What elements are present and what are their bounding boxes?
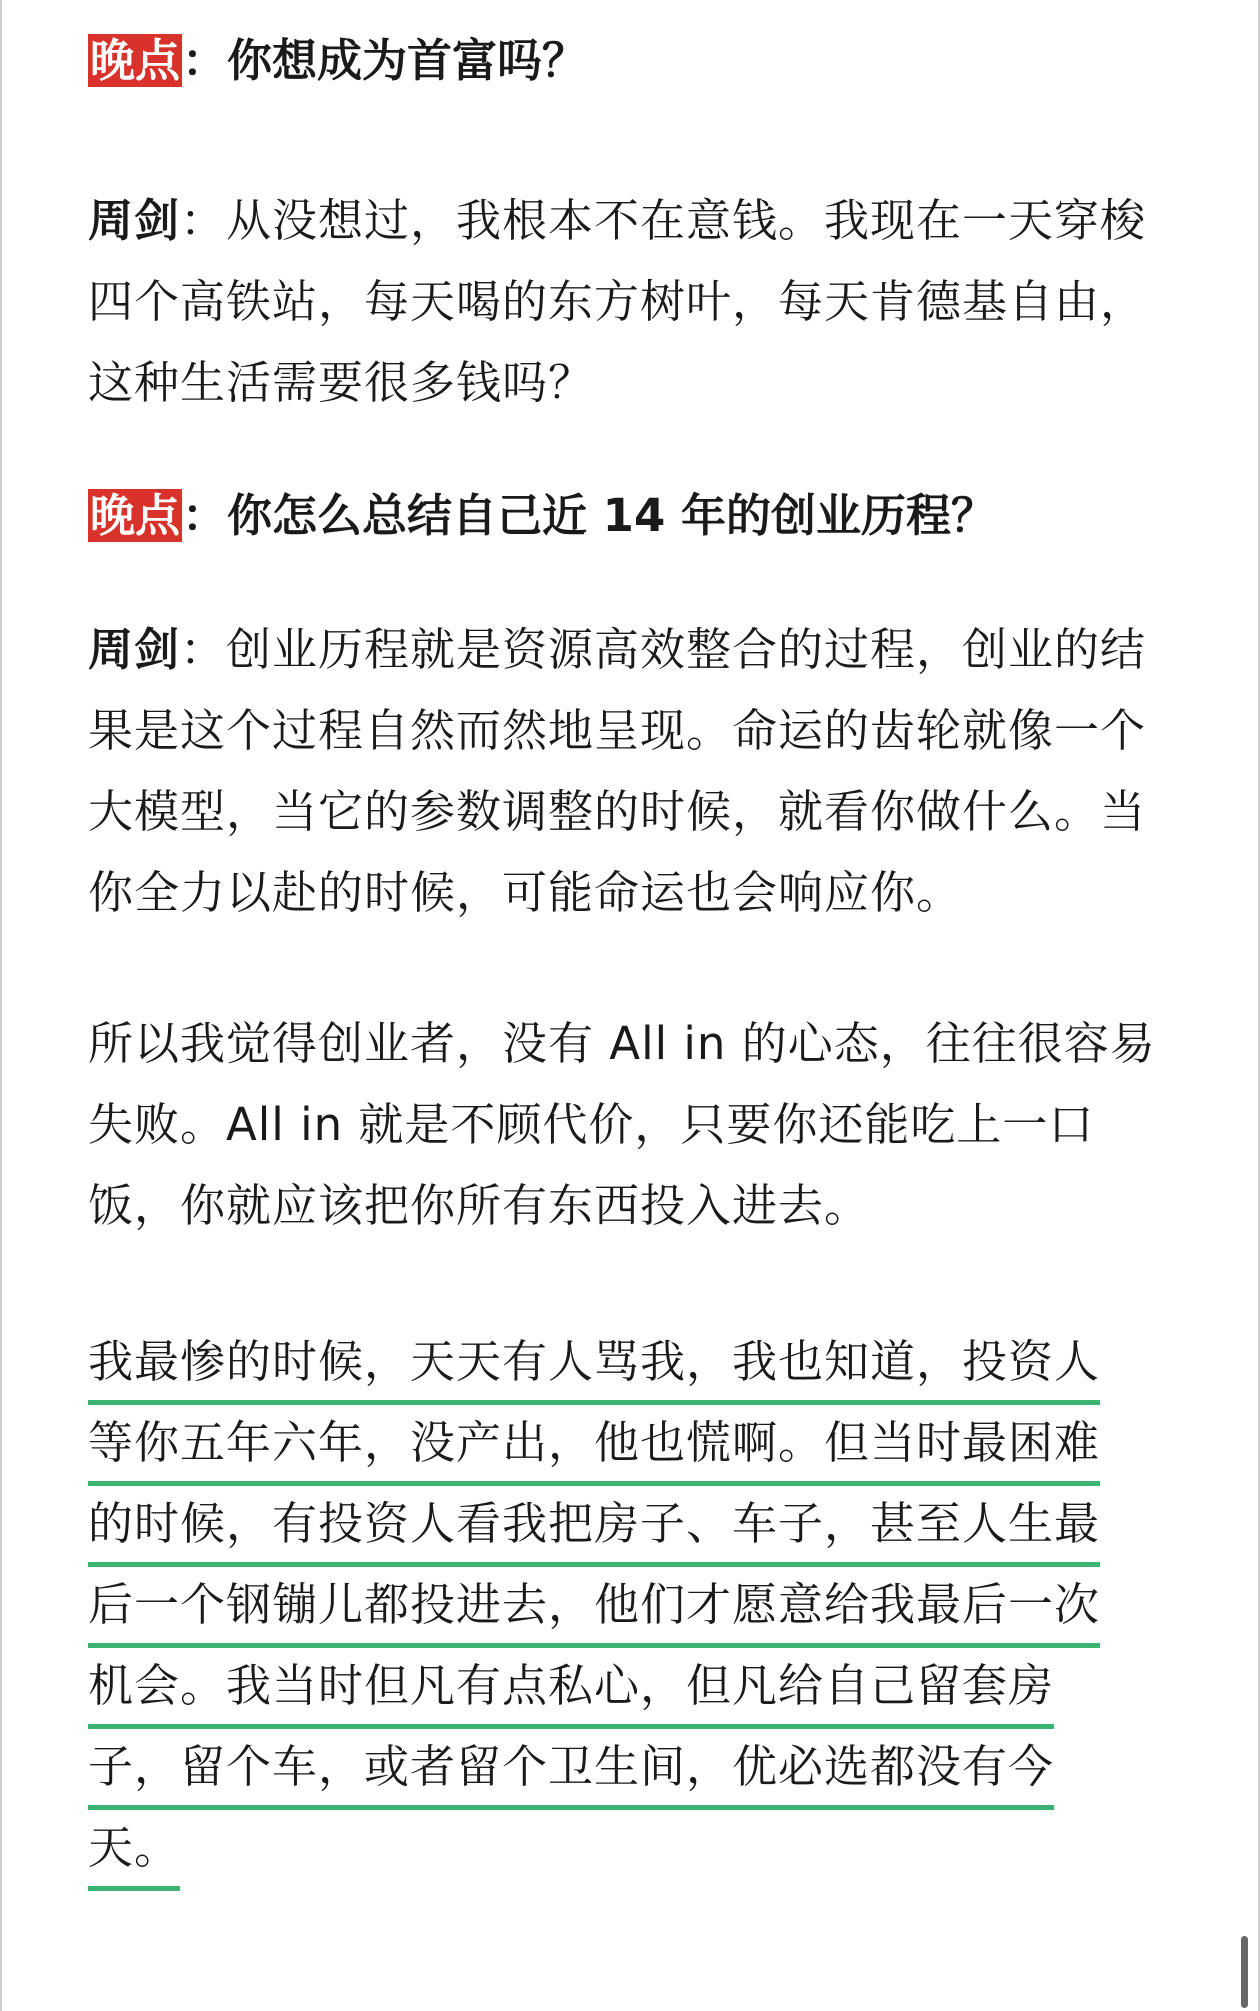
answer-text: ：从没想过，我根本不在意钱。我现在一天穿梭四个高铁站，每天喝的东方树叶，每天肯德基自由，这种生活需要很多钱吗？ xyxy=(88,194,1147,409)
highlighted-line: 后一个钢镚儿都投进去，他们才愿意给我最后一次 xyxy=(88,1567,1100,1648)
answer-text: ：创业历程就是资源高效整合的过程，创业的结果是这个过程自然而然地呈现。命运的齿轮就像一个大模型，当它的参数调整的时候，就看你做什么。当你全力以赴的时候，可能命运也会响应你。 xyxy=(88,623,1147,919)
highlighted-line: 子，留个车，或者留个卫生间，优必选都没有今 xyxy=(88,1729,1054,1810)
answer-2 xyxy=(88,609,1172,933)
speaker-name: 周剑 xyxy=(88,623,181,676)
scrollbar-thumb[interactable] xyxy=(1241,1936,1248,2008)
highlighted-line: 等你五年六年，没产出，他也慌啊。但当时最困难 xyxy=(88,1405,1100,1486)
article-body xyxy=(88,18,1172,1891)
paragraph-all-in: 所以我觉得创业者，没有 All in 的心态，往往很容易失败。All in 就是不顾代价，只要你还能吃上一口饭，你就应该把你所有东西投入进去。 xyxy=(88,1017,1156,1232)
question-2 xyxy=(88,473,1172,559)
highlighted-line: 机会。我当时但凡有点私心，但凡给自己留套房 xyxy=(88,1648,1054,1729)
highlighted-line: 天。 xyxy=(88,1810,180,1891)
question-1 xyxy=(88,18,1172,104)
highlighted-line: 我最惨的时候，天天有人骂我，我也知道，投资人 xyxy=(88,1324,1100,1405)
question-text: ：你怎么总结自己近 14 年的创业历程？ xyxy=(182,489,996,542)
frame-border-left xyxy=(0,0,2,2011)
interviewer-tag: 晚点 xyxy=(90,34,181,87)
speaker-name: 周剑 xyxy=(88,194,181,247)
highlighted-line: 的时候，有投资人看我把房子、车子，甚至人生最 xyxy=(88,1486,1100,1567)
highlighted-paragraph xyxy=(88,1324,1172,1891)
interviewer-tag: 晚点 xyxy=(90,489,181,542)
answer-1 xyxy=(88,180,1172,423)
question-text: ：你想成为首富吗？ xyxy=(182,34,588,87)
